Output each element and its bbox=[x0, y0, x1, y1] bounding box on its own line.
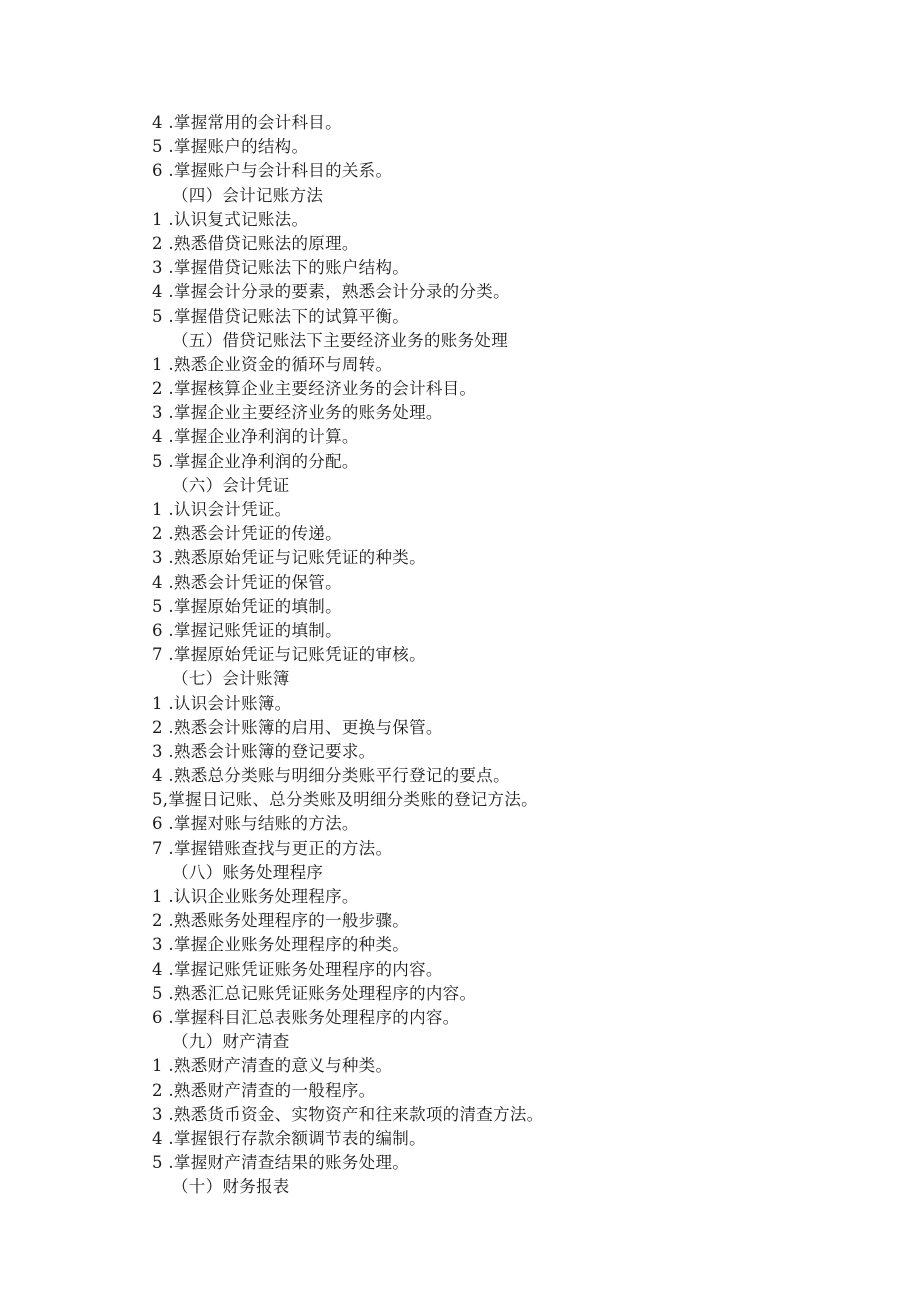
section-heading: （七）会计账簿 bbox=[172, 669, 290, 689]
list-item: 6 .掌握对账与结账的方法。 bbox=[152, 814, 359, 834]
list-item: 4 .熟悉会计凭证的保管。 bbox=[152, 572, 342, 592]
list-item: 3 .掌握企业主要经济业务的账务处理。 bbox=[152, 403, 443, 423]
list-item: 4 .掌握记账凭证账务处理程序的内容。 bbox=[152, 959, 443, 979]
list-item: 5,掌握日记账、总分类账及明细分类账的登记方法。 bbox=[152, 790, 538, 810]
list-item: 2 .熟悉会计凭证的传递。 bbox=[152, 524, 342, 544]
list-item: 4 .掌握常用的会计科目。 bbox=[152, 113, 342, 132]
list-item: 2 .熟悉借贷记账法的原理。 bbox=[152, 233, 359, 253]
list-item: 6 .掌握记账凭证的填制。 bbox=[152, 620, 342, 640]
list-item: 3 .熟悉原始凭证与记账凭证的种类。 bbox=[152, 548, 426, 568]
list-item: 2 .熟悉账务处理程序的一般步骤。 bbox=[152, 911, 410, 931]
section-heading: （十）财务报表 bbox=[172, 1177, 290, 1197]
list-item: 5 .掌握账户的结构。 bbox=[152, 137, 309, 157]
list-item: 7 .掌握原始凭证与记账凭证的审核。 bbox=[152, 645, 426, 665]
list-item: 4 .掌握会计分录的要素，熟悉会计分录的分类。 bbox=[152, 282, 510, 302]
list-item: 3 .熟悉会计账簿的登记要求。 bbox=[152, 741, 376, 761]
list-item: 3 .掌握借贷记账法下的账户结构。 bbox=[152, 258, 410, 278]
document-body bbox=[152, 111, 852, 1199]
list-item: 7 .掌握错账查找与更正的方法。 bbox=[152, 838, 393, 858]
list-item: 1 .熟悉企业资金的循环与周转。 bbox=[152, 354, 393, 374]
list-item: 4 .熟悉总分类账与明细分类账平行登记的要点。 bbox=[152, 766, 510, 786]
list-item: 6 .掌握科目汇总表账务处理程序的内容。 bbox=[152, 1007, 460, 1027]
list-item: 5 .掌握借贷记账法下的试算平衡。 bbox=[152, 306, 410, 326]
list-item: 6 .掌握账户与会计科目的关系。 bbox=[152, 161, 393, 181]
list-item: 5 .掌握原始凭证的填制。 bbox=[152, 596, 342, 616]
list-item: 5 .掌握企业净利润的分配。 bbox=[152, 451, 359, 471]
section-heading: （八）账务处理程序 bbox=[172, 862, 324, 882]
list-item: 3 .熟悉货币资金、实物资产和往来款项的清查方法。 bbox=[152, 1104, 544, 1124]
list-item: 1 .认识会计凭证。 bbox=[152, 500, 292, 519]
list-item: 5 .掌握财产清查结果的账务处理。 bbox=[152, 1153, 410, 1173]
list-item: 5 .熟悉汇总记账凭证账务处理程序的内容。 bbox=[152, 983, 477, 1003]
list-item: 2 .掌握核算企业主要经济业务的会计科目。 bbox=[152, 379, 477, 399]
list-item: 1 .认识会计账簿。 bbox=[152, 693, 292, 713]
list-item: 1 .认识复式记账法。 bbox=[152, 209, 309, 229]
list-item: 1 .认识企业账务处理程序。 bbox=[152, 887, 359, 906]
list-item: 2 .熟悉财产清查的一般程序。 bbox=[152, 1080, 376, 1100]
list-item: 3 .掌握企业账务处理程序的种类。 bbox=[152, 935, 410, 955]
section-heading: （五）借贷记账法下主要经济业务的账务处理 bbox=[172, 330, 508, 350]
section-heading: （六）会计凭证 bbox=[172, 475, 290, 495]
list-item: 4 .掌握银行存款余额调节表的编制。 bbox=[152, 1128, 426, 1148]
section-heading: （四）会计记账方法 bbox=[172, 185, 324, 205]
list-item: 2 .熟悉会计账簿的启用、更换与保管。 bbox=[152, 717, 443, 737]
list-item: 1 .熟悉财产清查的意义与种类。 bbox=[152, 1056, 393, 1076]
section-heading: （九）财产清查 bbox=[172, 1032, 290, 1052]
list-item: 4 .掌握企业净利润的计算。 bbox=[152, 427, 359, 447]
